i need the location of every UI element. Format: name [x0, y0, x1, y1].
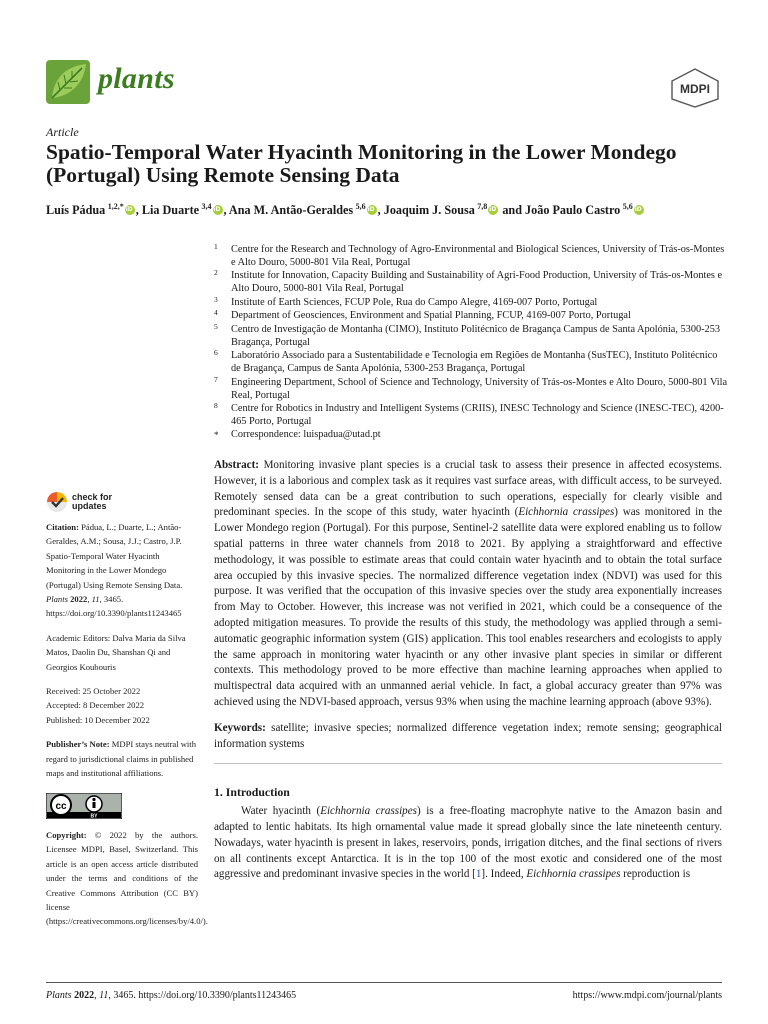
orcid-icon[interactable] — [488, 205, 498, 215]
orcid-icon[interactable] — [634, 205, 644, 215]
section-divider — [214, 763, 722, 764]
affiliation-text: Institute of Earth Sciences, FCUP Pole, Rua do Campo Alegre, 4169-007 Porto, Portugal — [231, 296, 598, 308]
abstract-text: ) was monitored in the Lower Mondego region (Portugal). For this purpose, Sentinel-2 satellite data were explored enabling us to follow spatial patterns in three water channels from 2018 to 2021. By applying a straightforward and effective methodology, it was possible to estimate areas that could contain water hyacinth and to obtain the total surface area occupied by this invasive species. The normalized difference vegetation index (NDVI) was used for this purpose. It was verified that the occupation of this invasive species over the study area exponentially increases from May to October. However, this increase was not verified in 2021, which could be a consequence of the adopted mitigation measures. To provide the results of this study, the methodology was applied through a semi-automatic geographic information system (GIS) application. This tool enables researchers and ecologists to apply the same approach in monitoring water hyacinth or any other invasive plant species in similar or different contexts. This methodology proved to be more effective than machine learning approaches when applied to multispectral data acquired with an unmanned aerial vehicle. In fact, a global accuracy greater than 97% was achieved using the NDVI-based approach, versus 93% when using the machine learning approach (above 93%). — [214, 506, 723, 708]
copyright-text: © 2022 by the authors. Licensee MDPI, Basel, Switzerland. This article is an open access article distributed under the terms and conditions of the Creative Commons Attribution (CC BY) license (https://creativecommons.org/licenses/by/4.0/). — [46, 829, 208, 927]
affiliation-text: Centro de Investigação de Montanha (CIMO), Instituto Politécnico de Bragança Campus de Santa Apolónia, 5300-253 Bragança, Portugal — [231, 323, 720, 348]
affiliation-item — [214, 374, 729, 403]
check-for-updates-button[interactable] — [46, 488, 198, 516]
intro-text: ) is a free-floating macrophyte native to the Amazon basin and adapted to lentic habitats. Its high ornamental value made it spread globally since the late nineteenth century. Nowadays, water hyacinth is present in lakes, reservoirs, ponds, irrigation ditches, and the final sections of rivers on all continents except Antarctica. It is in the top 100 of the most exotic and considered one of the most aggressive and predominant invasive species in the world [ — [214, 805, 722, 881]
footer-citation: Plants 2022, 11, 3465. https://doi.org/10.3390/plants11243465 — [46, 990, 297, 1001]
citation-year: 2022 — [70, 594, 88, 605]
main-column — [214, 458, 722, 883]
article-sidebar — [46, 488, 208, 939]
orcid-icon[interactable] — [213, 205, 223, 215]
abstract — [214, 458, 722, 711]
affiliation-item — [214, 350, 729, 376]
affiliation-number: 7 — [214, 374, 218, 384]
copyright-label: Copyright: — [46, 829, 87, 840]
check-updates-line: updates — [72, 501, 107, 511]
citation-pages: , 3465. — [99, 594, 124, 605]
publisher-note — [46, 737, 198, 780]
introduction-paragraph — [214, 804, 722, 883]
affiliation-text: Institute for Innovation, Capacity Building and Sustainability of Agri-Food Production, University of Trás-os-Montes e Alto Douro, 5000-801 Vila Real, Portugal — [231, 270, 723, 295]
author-affil-sup: 7,8 — [477, 201, 488, 211]
article-type: Article — [46, 125, 79, 139]
affiliation-text: Centre for Robotics in Industry and Intelligent Systems (CRIIS), INESC Technology and Science (INESC-TEC), 4200-465 Porto, Portugal — [231, 403, 724, 427]
intro-text: ]. Indeed, — [481, 868, 527, 881]
intro-text: reproduction is — [620, 868, 691, 881]
affiliation-number: 3 — [214, 294, 218, 304]
affiliation-item — [214, 270, 729, 296]
received-date: Received: 25 October 2022 — [46, 686, 141, 697]
affiliation-item — [214, 294, 729, 310]
citation-doi-link[interactable]: https://doi.org/10.3390/plants11243465 — [46, 608, 182, 619]
author-affil-sup: 5,6 — [622, 201, 633, 211]
mdpi-logo-icon[interactable] — [668, 68, 722, 108]
check-updates-line: check for — [72, 491, 113, 502]
citation-journal: Plants — [46, 594, 68, 605]
plants-leaf-logo-icon — [46, 60, 90, 104]
affiliation-number: 6 — [214, 348, 218, 358]
intro-text: Water hyacinth ( — [241, 805, 321, 818]
correspondence-text[interactable]: Correspondence: luispadua@utad.pt — [231, 429, 381, 441]
reference-link[interactable]: 1 — [475, 868, 482, 881]
footer-journal: Plants — [46, 990, 72, 1001]
author-name[interactable]: Joaquim J. Sousa — [383, 203, 475, 217]
affiliation-item — [214, 310, 729, 323]
dates-block — [46, 684, 198, 727]
citation-volume: 11 — [91, 594, 100, 605]
author-affil-sup: 3,4 — [201, 201, 212, 211]
affiliation-number: 1 — [214, 242, 218, 251]
citation-block: Citation: Pádua, L.; Duarte, L.; Antão-Geraldes, A.M.; Sousa, J.J.; Castro, J.P. Spatio-Temporal Water Hyacinth Monitoring in the Lower Mondego (Portugal) Using Remote Sensing Data. Plants 2022, 11, 3465. https://doi.org/10.3390/plants11243465 — [46, 522, 183, 619]
affiliation-number: 2 — [214, 268, 218, 278]
svg-text:cc: cc — [55, 800, 67, 812]
check-updates-icon — [46, 491, 68, 513]
species-name: Eichhornia crassipes — [518, 506, 615, 519]
footer-divider — [46, 982, 722, 983]
cc-badge-label: BY — [90, 813, 98, 819]
publisher-note-label: Publisher’s Note: — [46, 739, 110, 750]
copyright-block — [46, 828, 208, 929]
section-heading: 1. Introduction — [214, 785, 290, 800]
orcid-icon[interactable] — [125, 205, 135, 215]
affiliation-text: Centre for the Research and Technology of Agro-Environmental and Biological Sciences, University of Trás-os-Montes e Alto Douro, 5000-801 Vila Real, Portugal — [231, 244, 725, 268]
cc-by-license-icon[interactable] — [46, 793, 122, 819]
author-affil-sup: 1,2,* — [107, 201, 124, 211]
correspondence — [214, 429, 729, 442]
author-name[interactable]: Luís Pádua — [46, 203, 106, 217]
keywords — [214, 721, 722, 753]
published-date: Published: 10 December 2022 — [46, 714, 150, 725]
affiliation-item — [214, 244, 729, 270]
footer-year: 2022 — [74, 990, 95, 1001]
keywords-text: satellite; invasive species; normalized difference vegetation index; remote sensing; geographical information systems — [214, 721, 722, 750]
author-affil-sup: 5,6 — [355, 201, 366, 211]
citation-label: Citation: — [46, 522, 79, 532]
journal-name: plants — [98, 62, 175, 95]
affiliation-list — [214, 244, 729, 443]
species-name: Eichhornia crassipes — [526, 868, 621, 881]
affiliation-text: Laboratório Associado para a Sustentabilidade e Tecnologia em Regiões de Montanha (SusTEC), Instituto Politécnico de Bragança, Campus de Santa Apolónia, 5300-253 Bragança, Portugal — [231, 350, 718, 375]
affiliation-item — [214, 321, 729, 350]
orcid-icon[interactable] — [367, 205, 377, 215]
footer-doi[interactable]: , 3465. https://doi.org/10.3390/plants11243465 — [108, 990, 297, 1001]
publisher-note-text: MDPI stays neutral with regard to jurisdictional claims in published maps and institutional affiliations. — [46, 739, 196, 779]
publisher-name: MDPI — [680, 82, 710, 96]
affiliation-text: Engineering Department, School of Science and Technology, University of Trás-os-Montes e Alto Douro, 5000-801 Vila Real, Portugal — [231, 376, 728, 401]
affiliation-number: 4 — [214, 308, 218, 318]
affiliation-number: 8 — [214, 401, 218, 411]
author-name[interactable]: João Paulo Castro — [525, 203, 621, 217]
affiliation-text: Department of Geosciences, Environment and Spatial Planning, FCUP, 4169-007 Porto, Portugal — [231, 310, 631, 322]
author-name[interactable]: Lia Duarte — [141, 203, 200, 217]
abstract-label: Abstract: — [214, 459, 259, 471]
footer-volume: 11 — [99, 990, 109, 1001]
accepted-date: Accepted: 8 December 2022 — [46, 700, 145, 711]
article-title: Spatio-Temporal Water Hyacinth Monitoring in the Lower Mondego (Portugal) Using Remote Sensing Data — [46, 140, 677, 187]
editors-block: Academic Editors: Dalva Maria da Silva Matos, Daolin Du, Shanshan Qi and Georgios Koubouris — [46, 632, 186, 672]
species-name: Eichhornia crassipes — [320, 805, 417, 818]
footer-journal-url[interactable]: https://www.mdpi.com/journal/plants — [572, 990, 722, 1001]
citation-text: Pádua, L.; Duarte, L.; Antão-Geraldes, A.M.; Sousa, J.J.; Castro, J.P. Spatio-Temporal Water Hyacinth Monitoring in the Lower Mondego (Portugal) Using Remote Sensing Data. — [46, 522, 183, 590]
affiliation-number: * — [214, 430, 219, 441]
affiliation-item — [214, 403, 729, 429]
affiliation-number: 5 — [214, 321, 218, 331]
keywords-label: Keywords: — [214, 721, 266, 734]
author-name[interactable]: Ana M. Antão-Geraldes — [228, 203, 354, 217]
author-list: Luís Pádua $^{1,2,*}$iD , Lia Duarte $^{3,4}$iD , Ana M. Antão-Geraldes $^{5,6}$iD , Joaquim J. Sousa $^{7,8}$iD and João Paulo Castro $^{5,6}$iD — [46, 203, 736, 218]
abstract-text: Monitoring invasive plant species is a crucial task to assess their presence in affected ecosystems. However, it is a laborious and complex task as it requires vast surface areas, with difficult access, to be surveyed. Remotely sensed data can be a great contribution to such operations, especially for clearly visible and predominant species. In the scope of this study, water hyacinth ( — [214, 459, 722, 519]
